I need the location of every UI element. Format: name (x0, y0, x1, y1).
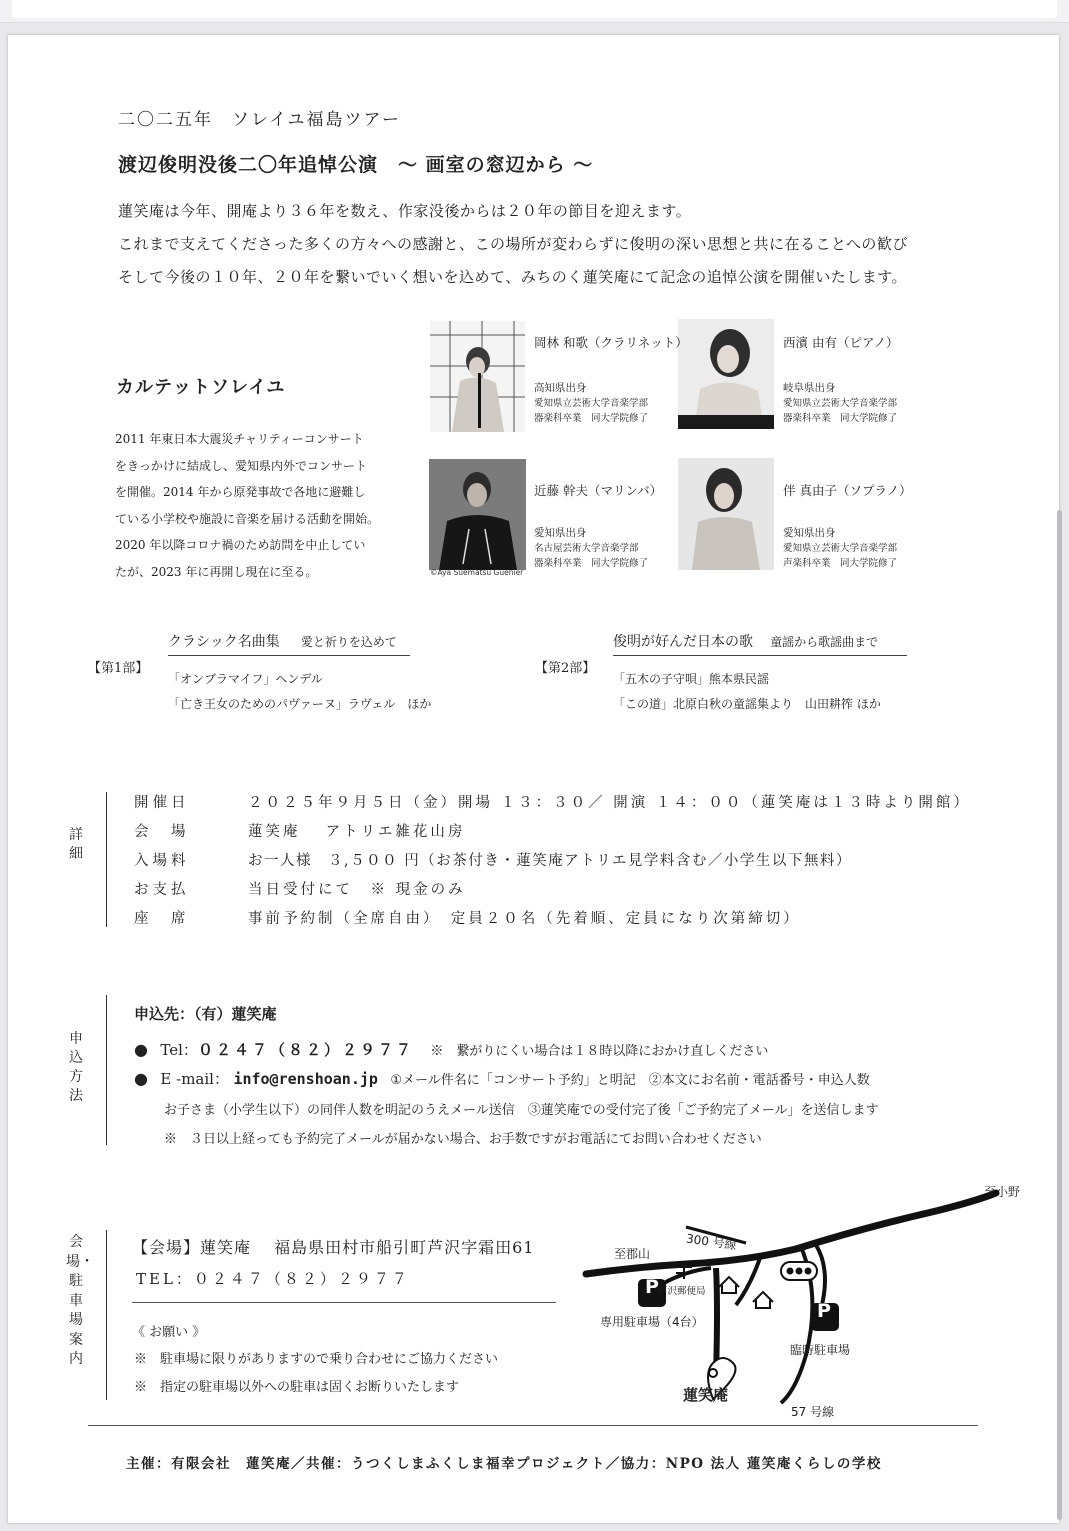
request-list (134, 1346, 498, 1402)
performer-clarinet (534, 333, 688, 426)
description-line: ている小学校や施設に音楽を届ける活動を開始。 (115, 511, 380, 526)
part1-subtitle: 愛と祈りを込めて (300, 635, 397, 649)
details-section-label: 詳細 (69, 827, 83, 862)
map-label-parking-main: 専用駐車場（4台） (600, 1315, 704, 1329)
program-item: 「オンブラマイフ」ヘンデル (168, 672, 323, 686)
map-label-parking-temp: 臨時駐車場 (790, 1343, 851, 1357)
intro-line: これまで支えてくださった多くの方々への感謝と、この場所が変わらずに俊明の深い思想と共に在ることへの歓び (118, 235, 908, 253)
part2-heading (613, 631, 907, 656)
performer-degree: 声楽科卒業 同大学院修了 (783, 558, 898, 569)
footer-credits: 主催：有限会社 蓮笑庵／共催：うつくしまふくしま福幸プロジェクト／協力：NPO 法人 蓮笑庵くらしの学校 (126, 1456, 882, 1472)
description-line: 2020 年以降コロナ禍のため訪問を中止してい (115, 538, 366, 552)
tel-note: ※ 繋がりにくい場合は１８時以降におかけ直しください (430, 1044, 769, 1059)
performer-marimba (534, 481, 662, 571)
quartet-name: カルテットソレイユ (116, 377, 286, 398)
map-label-koriyama: 至郡山 (614, 1247, 651, 1261)
performer-soprano (783, 481, 912, 571)
photo-credit: ©Aya Suematsu Guenier (430, 568, 524, 577)
request-item: ※ 指定の駐車場以外への駐車は固くお断りいたします (134, 1380, 460, 1395)
email-label: E -mail： (160, 1070, 229, 1088)
detail-label: 座 席 (134, 911, 190, 927)
performer-origin: 高知県出身 (534, 382, 587, 394)
parking-main-icon: P (645, 1276, 659, 1298)
footer-rule (88, 1425, 978, 1426)
detail-row (134, 816, 971, 845)
intro-line: 蓮笑庵は今年、開庵より３６年を数え、作家没後からは２０年の節目を迎えます。 (118, 202, 692, 220)
application-note: ※ ３日以上経っても予約完了メールが届かない場合、お手数ですがお電話にてお問い合わせください (164, 1132, 762, 1147)
performer-name: 岡林 和歌（クラリネット） (534, 335, 688, 350)
performer-name: 伴 真由子（ソプラノ） (783, 483, 912, 498)
map-label-route300: 300 号線 (685, 1231, 738, 1253)
concert-title: 渡辺俊明没後二〇年追悼公演 ～ 画室の窓辺から ～ (118, 154, 594, 176)
detail-row (134, 845, 971, 874)
pianist-photo (678, 319, 774, 429)
bullet-icon: ● (134, 1040, 148, 1059)
performer-degree: 器楽科卒業 同大学院修了 (783, 413, 898, 424)
access-map (576, 1175, 1036, 1419)
detail-row (134, 874, 971, 903)
detail-row (134, 903, 971, 932)
venue-address: 【会場】蓮笑庵 福島県田村市船引町芦沢字霜田61 (132, 1238, 535, 1257)
quartet-description (115, 426, 379, 585)
detail-label: 会 場 (134, 824, 190, 840)
program-item: 「この道」北原白秋の童謡集より 山田耕筰 ほか (613, 696, 881, 711)
detail-label: お支払 (134, 882, 190, 898)
application-title: 申込先：（有）蓮笑庵 (134, 1005, 277, 1023)
detail-value: ２０２５年９月５日（金）開場 １３：３０／ 開演 １４：００（蓮笑庵は１３時より開館） (248, 795, 971, 811)
detail-label: 開催日 (134, 795, 190, 811)
detail-value: 当日受付にて ※ 現金のみ (248, 882, 466, 898)
map-label-venue: 蓮笑庵 (683, 1386, 729, 1404)
detail-value: 蓮笑庵 アトリエ雑花山房 (248, 824, 466, 840)
parking-temp-icon: P (817, 1300, 831, 1322)
part2-label: 【第2部】 (535, 661, 596, 676)
bullet-icon: ● (134, 1069, 148, 1088)
tel-number: ０２４７（８２）２９７７ (197, 1041, 414, 1059)
performer-school: 愛知県立芸術大学音楽学部 (783, 398, 898, 409)
email-address: info@renshoan.jp (233, 1070, 378, 1088)
tel-line (134, 1039, 768, 1060)
part1-items (168, 667, 431, 716)
performer-degree: 器楽科卒業 同大学院修了 (534, 558, 649, 569)
soprano-photo (678, 458, 774, 570)
details-divider (106, 792, 107, 927)
performer-origin: 愛知県出身 (534, 527, 587, 539)
description-line: たが、2023 年に再開し現在に至る。 (115, 564, 318, 579)
detail-value: 事前予約制（全席自由） 定員２０名（先着順、定員になり次第締切） (248, 911, 801, 927)
email-note-continued: お子さま（小学生以下）の同伴人数を明記のうえメール送信 ③蓮笑庵での受付完了後「ご予約完了メール」を送信します (164, 1103, 879, 1118)
venue-rule (132, 1302, 556, 1303)
marimba-player-photo (429, 459, 526, 570)
intro-text (118, 195, 908, 294)
performer-school: 愛知県立芸術大学音楽学部 (534, 398, 649, 409)
detail-label: 入場料 (134, 853, 190, 869)
performer-piano (783, 333, 898, 426)
performer-name: 西濱 由有（ピアノ） (783, 335, 899, 350)
part2-items (613, 667, 881, 716)
performer-origin: 岐阜県出身 (783, 382, 836, 394)
venue-divider (106, 1230, 107, 1400)
previous-page-edge (0, 0, 1069, 23)
description-line: をきっかけに結成し、愛知県内外でコンサート (115, 458, 368, 473)
email-line (134, 1068, 870, 1089)
application-section-label: 申込方法 (69, 1031, 83, 1104)
map-label-ono: 至小野 (984, 1185, 1021, 1199)
request-item: ※ 駐車場に限りがありますので乗り合わせにご協力ください (134, 1352, 499, 1367)
flyer-page (8, 35, 1059, 1523)
part2-subtitle: 童謡から歌謡曲まで (770, 635, 879, 649)
map-label-route57: 57 号線 (791, 1405, 835, 1419)
part1-heading (168, 631, 410, 656)
performer-school: 名古屋芸術大学音楽学部 (534, 543, 639, 554)
performer-origin: 愛知県出身 (783, 527, 836, 539)
intro-line: そして今後の１０年、２０年を繋いでいく想いを込めて、みちのく蓮笑庵にて記念の追悼公演を開催いたします。 (118, 268, 908, 286)
performer-name: 近藤 幹夫（マリンバ） (534, 483, 663, 498)
part1-title: クラシック名曲集 (168, 634, 280, 650)
email-note: ①メール件名に「コンサート予約」と明記 ②本文にお名前・電話番号・申込人数 (390, 1073, 870, 1088)
performer-degree: 器楽科卒業 同大学院修了 (534, 413, 649, 424)
tour-title: 二〇二五年 ソレイユ福島ツアー (118, 110, 401, 130)
program-item: 「亡き王女のためのパヴァーヌ」ラヴェル ほか (168, 696, 432, 711)
description-line: 2011 年東日本大震災チャリティーコンサート (115, 432, 364, 446)
performer-school: 愛知県立芸術大学音楽学部 (783, 543, 898, 554)
venue-section-label: 会場・駐車場案内 (66, 1234, 94, 1367)
venue-tel: TEL：０２４７（８２）２９７７ (136, 1270, 410, 1288)
detail-value: お一人様 ３,５００ 円（お茶付き・蓮笑庵アトリエ見学料含む／小学生以下無料） (248, 853, 852, 869)
request-title: 《 お願い 》 (132, 1325, 206, 1340)
details-table (134, 787, 971, 932)
program-item: 「五木の子守唄」熊本県民謡 (613, 672, 770, 686)
tel-label: Tel： (160, 1041, 198, 1059)
map-label-post-office: 芦沢郵便局 (658, 1286, 706, 1297)
application-divider (106, 995, 107, 1145)
detail-row (134, 787, 971, 816)
description-line: を開催。2014 年から原発事故で各地に避難し (115, 485, 366, 499)
scrollbar[interactable] (1057, 510, 1062, 1520)
part2-title: 俊明が好んだ日本の歌 (613, 634, 753, 650)
part1-label: 【第1部】 (88, 661, 149, 676)
clarinet-player-photo (430, 321, 525, 432)
